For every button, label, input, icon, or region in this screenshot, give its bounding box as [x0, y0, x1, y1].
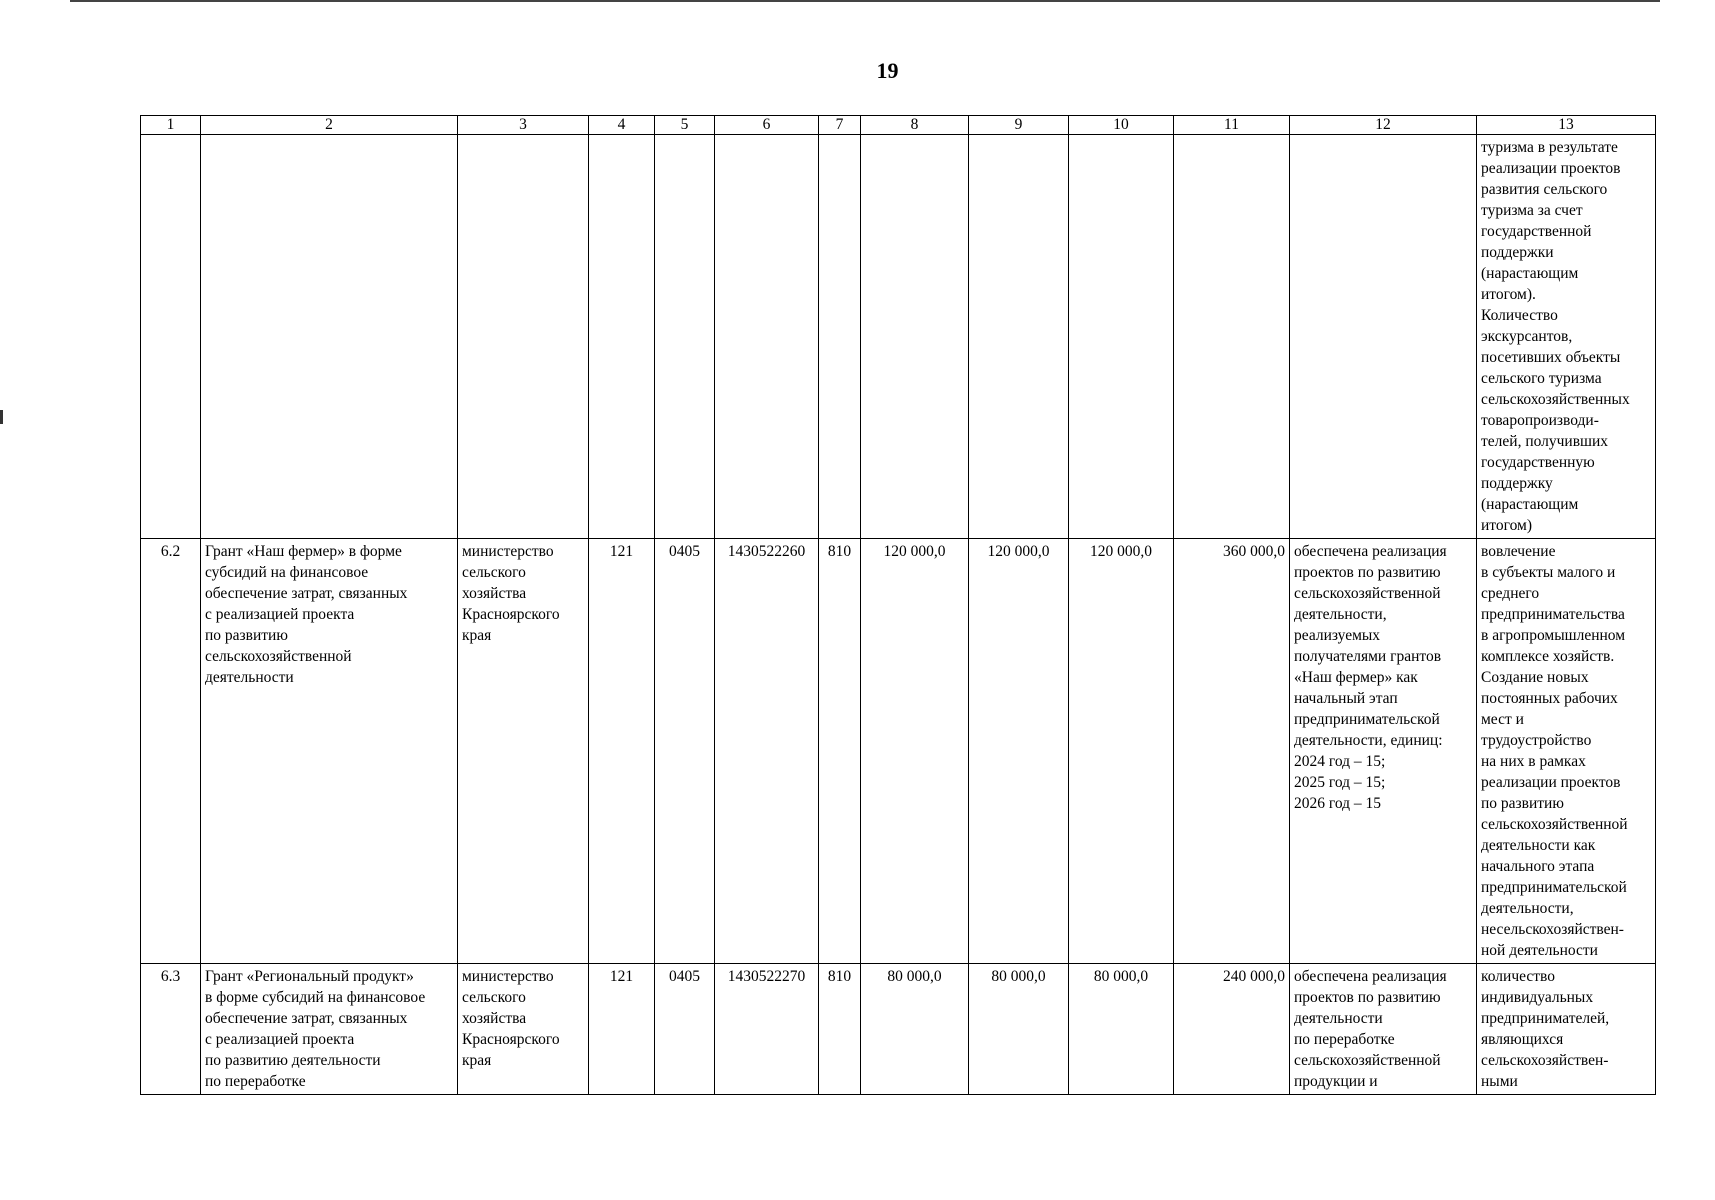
- column-header: 5: [655, 116, 715, 135]
- cell-measure-name: Грант «Наш фермер» в форме субсидий на финансовое обеспечение затрат, связанных с реализацией проекта по развитию сельскохозяйственной деятельности: [201, 539, 458, 964]
- cell-expected-result: обеспечена реализация проектов по развитию сельскохозяйственной деятельности, реализуемых получателями грантов «Наш фермер» как начальный этап предпринимательской деятельности, единиц: 2024 год – 15; 2025 год – 15; 2026 год – 15: [1290, 539, 1477, 964]
- page-number: 19: [876, 58, 899, 83]
- column-number-header-row: [141, 116, 1656, 135]
- cell-indicator: вовлечение в субъекты малого и среднего предпринимательства в агропромышленном комплексе хозяйств. Создание новых постоянных рабочих мест и трудоустройство на них в рамках реализации проектов по развитию сельскохозяйственной деятельности как начального этапа предпринимательской деятельности, несельскохозяйствен- ной деятельности: [1477, 539, 1656, 964]
- cell-col-5: 0405: [655, 964, 715, 1095]
- scan-edge-mark: [0, 410, 3, 424]
- cell-indicator: количество индивидуальных предпринимателей, являющихся сельскохозяйствен- ными: [1477, 964, 1656, 1095]
- column-header: 10: [1069, 116, 1174, 135]
- cell-empty: [861, 135, 969, 539]
- cell-executor: министерство сельского хозяйства Красноярского края: [458, 539, 589, 964]
- cell-empty: [969, 135, 1069, 539]
- cell-empty: [1290, 135, 1477, 539]
- top-border-line: [70, 0, 1660, 2]
- cell-col-9: 120 000,0: [969, 539, 1069, 964]
- cell-item-number: 6.2: [141, 539, 201, 964]
- column-header: 1: [141, 116, 201, 135]
- cell-empty: [458, 135, 589, 539]
- cell-col-7: 810: [819, 539, 861, 964]
- cell-empty: [589, 135, 655, 539]
- column-header: 13: [1477, 116, 1656, 135]
- cell-col-10: 120 000,0: [1069, 539, 1174, 964]
- cell-indicator-continued: туризма в результате реализации проектов развития сельского туризма за счет государственной поддержки (нарастающим итогом). Количество экскурсантов, посетивших объекты сельского туризма сельскохозяйственных товаропроизводи- телей, получивших государственную поддержку (нарастающим итогом): [1477, 135, 1656, 539]
- table-row-6-2: [141, 539, 1656, 964]
- program-measures-table: [140, 115, 1656, 1095]
- cell-col-11: 360 000,0: [1174, 539, 1290, 964]
- cell-item-number: 6.3: [141, 964, 201, 1095]
- cell-col-7: 810: [819, 964, 861, 1095]
- cell-empty: [141, 135, 201, 539]
- table-row-continuation: [141, 135, 1656, 539]
- cell-col-6: 1430522270: [715, 964, 819, 1095]
- column-header: 3: [458, 116, 589, 135]
- cell-col-8: 120 000,0: [861, 539, 969, 964]
- column-header: 12: [1290, 116, 1477, 135]
- cell-col-11: 240 000,0: [1174, 964, 1290, 1095]
- column-header: 9: [969, 116, 1069, 135]
- cell-expected-result: обеспечена реализация проектов по развитию деятельности по переработке сельскохозяйственной продукции и: [1290, 964, 1477, 1095]
- cell-empty: [655, 135, 715, 539]
- column-header: 8: [861, 116, 969, 135]
- cell-col-10: 80 000,0: [1069, 964, 1174, 1095]
- column-header: 4: [589, 116, 655, 135]
- cell-col-6: 1430522260: [715, 539, 819, 964]
- cell-executor: министерство сельского хозяйства Красноярского края: [458, 964, 589, 1095]
- cell-col-8: 80 000,0: [861, 964, 969, 1095]
- cell-empty: [1069, 135, 1174, 539]
- cell-measure-name: Грант «Региональный продукт» в форме субсидий на финансовое обеспечение затрат, связанных с реализацией проекта по развитию деятельности по переработке: [201, 964, 458, 1095]
- cell-empty: [715, 135, 819, 539]
- column-header: 11: [1174, 116, 1290, 135]
- cell-empty: [1174, 135, 1290, 539]
- cell-col-4: 121: [589, 539, 655, 964]
- table-row-6-3: [141, 964, 1656, 1095]
- column-header: 2: [201, 116, 458, 135]
- cell-col-5: 0405: [655, 539, 715, 964]
- cell-empty: [819, 135, 861, 539]
- cell-col-9: 80 000,0: [969, 964, 1069, 1095]
- cell-empty: [201, 135, 458, 539]
- cell-col-4: 121: [589, 964, 655, 1095]
- column-header: 6: [715, 116, 819, 135]
- column-header: 7: [819, 116, 861, 135]
